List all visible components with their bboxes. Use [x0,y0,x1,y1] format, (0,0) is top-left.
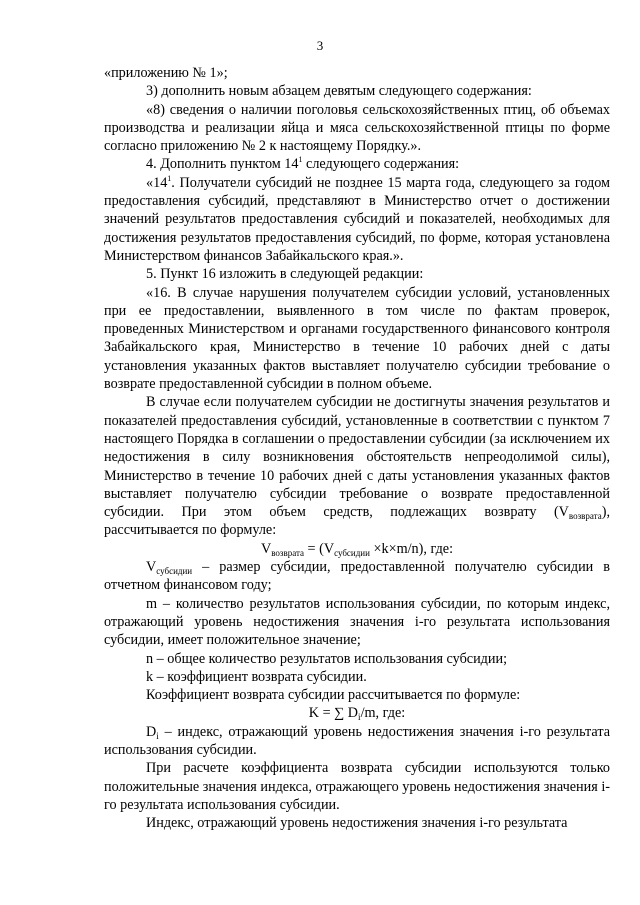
paragraph [104,393,610,539]
text-run: – индекс, отражающий уровень недостижения значения i-го результата использования субсидии. [104,723,610,758]
subscript: субсидии [156,566,193,577]
paragraph: 3) дополнить новым абзацем девятым следующего содержания: [146,83,532,100]
paragraph: При расчете коэффициента возврата субсидии используются только положительные значения индекса, отражающего уровень недостижения значения i-го результата использования субсидии. [104,760,610,813]
text-run: В случае если получателем субсидии не достигнуты значения результатов и показателей предоставления субсидий, установленные в соответствии с пунктом 7 настоящего Порядка в соглашении о предоставлении субсидии (за исключением их недостижения в силу возникновения обстоятельств непреодолимой силы), Министерство в течение 10 рабочих дней с даты установления указанных фактов выставляет получателю субсидии требование о возврате предоставленной субсидии. При этом объем средств, подлежащих возврату (V [104,394,610,521]
paragraph: 5. Пункт 16 изложить в следующей редакции: [146,266,424,283]
formula-part: ×k×m/n), где: [369,540,454,557]
text-run: – размер субсидии, предоставленной получателю субсидии в отчетном финансовом году; [104,559,610,594]
text-run: следующего содержания: [302,156,460,173]
text-run: . Получатели субсидий не позднее 15 марта года, следующего за годом предоставления субсидий, представляют в Министерство отчет о достижении значений результатов предоставления субсидий и показателей, необходимых для достижения результатов предоставления субсидий, по форме, которая установлена Министерством финансов Забайкальского края.». [104,174,610,264]
superscript: 1 [167,173,172,183]
paragraph: m – количество результатов использования субсидии, по которым индекс, отражающий уровень недостижения значения i-го результата использования субсидии, имеет положительное значение; [104,595,610,649]
text-run: 4. Дополнить пунктом 14 [146,156,299,173]
text-run: V [146,559,157,576]
paragraph: Коэффициент возврата субсидии рассчитывается по формуле: [146,687,521,704]
paragraph: «16. В случае нарушения получателем субсидии условий, установленных при ее предоставлении, выявленного в том числе по фактам проверок, проведенных Министерством и органами государственного финансового контроля Забайкальского края, Министерство в течение 10 рабочих дней с даты установления указанных фактов выставляет получателю субсидии требование о возврате предоставленной субсидии в полном объеме. [104,284,610,393]
paragraph [104,174,610,265]
paragraph: Индекс, отражающий уровень недостижения значения i-го результата [146,815,568,832]
superscript: 1 [298,155,303,165]
formula-part: V [260,540,272,557]
paragraph: n – общее количество результатов использования субсидии; [146,650,508,667]
subscript: субсидии [334,547,370,558]
document-body [104,64,610,832]
paragraph: «8) сведения о наличии поголовья сельскохозяйственных птиц, об объемах производства и реализации яйца и мяса сельскохозяйственной птицы по форме согласно приложению № 2 к настоящему Порядку.». [104,101,610,155]
paragraph [104,155,610,173]
page-number: 3 [316,38,324,53]
subscript: возврата [568,511,602,522]
text-run: ), рассчитывается по формуле: [104,504,610,539]
subscript: i [156,730,159,741]
subscript: возврата [271,547,304,558]
paragraph [104,723,610,760]
formula-part: = (V [304,540,335,557]
formula-part: K = ∑ D [308,705,359,722]
paragraph: «приложению № 1»; [104,65,228,81]
formula [104,540,610,558]
text-run: D [146,723,157,740]
subscript: i [358,712,361,723]
paragraph: k – коэффициент возврата субсидии. [146,668,367,685]
paragraph [104,558,610,595]
formula [104,704,610,722]
formula-part: /m, где: [360,705,406,722]
text-run: «14 [146,174,168,191]
